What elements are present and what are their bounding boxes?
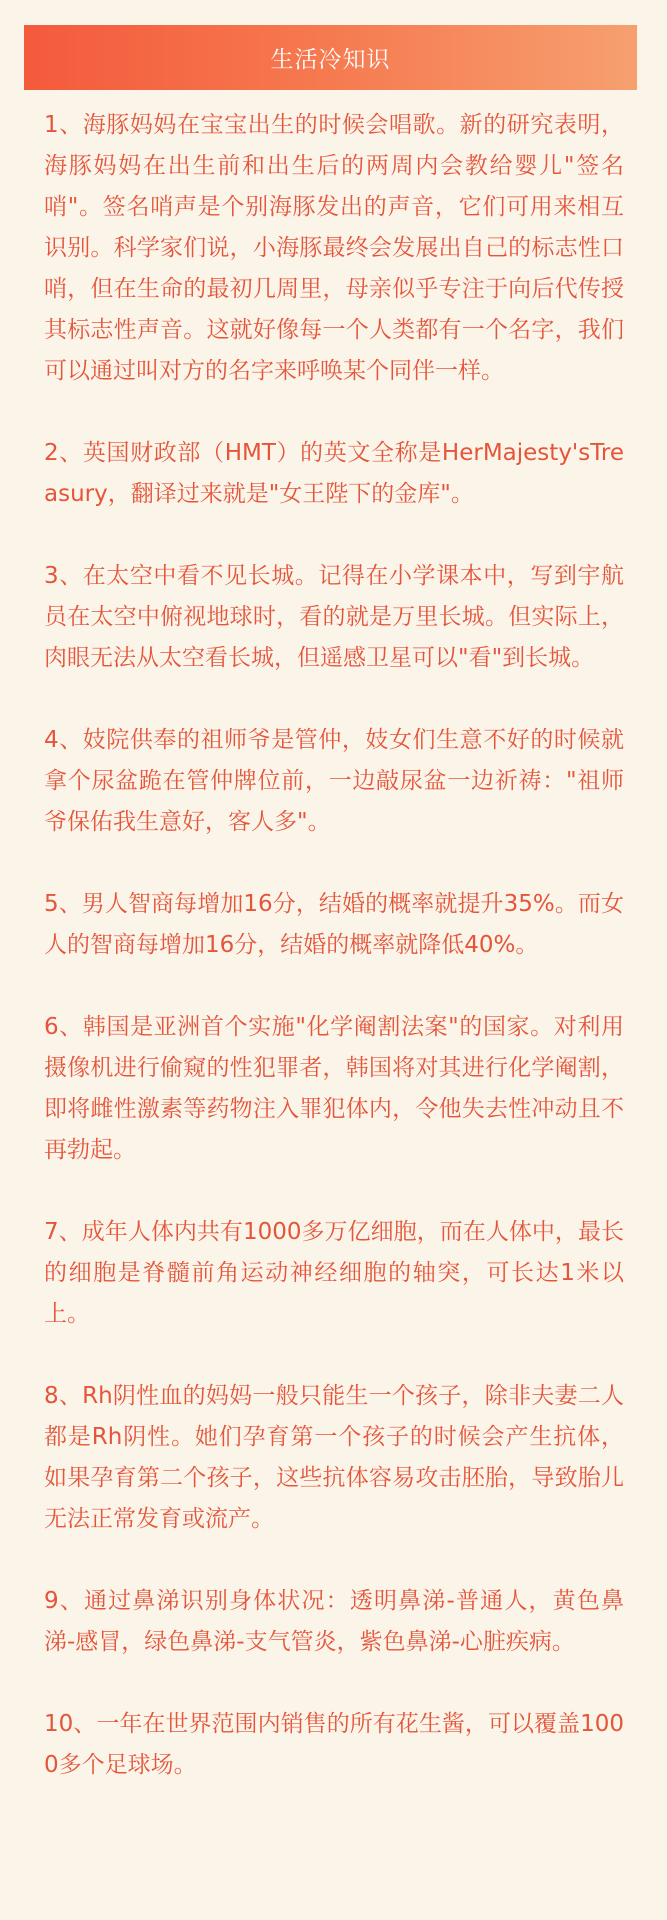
fact-item-1: 1、海豚妈妈在宝宝出生的时候会唱歌。新的研究表明，海豚妈妈在出生前和出生后的两周内会教给婴儿"签名哨"。签名哨声是个别海豚发出的声音，它们可用来相互识别。科学家们说，小海豚最终会发展出自己的标志性口哨，但在生命的最初几周里，母亲似乎专注于向后代传授其标志性声音。这就好像每一个人类都有一个名字，我们可以通过叫对方的名字来呼唤某个同伴一样。 [44,112,624,384]
fact-item-7: 7、成年人体内共有1000多万亿细胞，而在人体中，最长的细胞是脊髓前角运动神经细胞的轴突，可长达1米以上。 [44,1219,624,1327]
fact-item-9: 9、通过鼻涕识别身体状况：透明鼻涕-普通人，黄色鼻涕-感冒，绿色鼻涕-支气管炎，紫色鼻涕-心脏疾病。 [44,1588,624,1655]
fact-item-8: 8、Rh阴性血的妈妈一般只能生一个孩子，除非夫妻二人都是Rh阴性。她们孕育第一个孩子的时候会产生抗体，如果孕育第二个孩子，这些抗体容易攻击胚胎，导致胎儿无法正常发育或流产。 [44,1383,624,1532]
fact-item-3: 3、在太空中看不见长城。记得在小学课本中，写到宇航员在太空中俯视地球时，看的就是万里长城。但实际上，肉眼无法从太空看长城，但遥感卫星可以"看"到长城。 [44,563,624,671]
fact-item-4: 4、妓院供奉的祖师爷是管仲，妓女们生意不好的时候就拿个尿盆跪在管仲牌位前，一边敲尿盆一边祈祷："祖师爷保佑我生意好，客人多"。 [44,727,624,835]
title-banner [24,25,637,90]
fact-item-10: 10、一年在世界范围内销售的所有花生酱，可以覆盖1000多个足球场。 [44,1711,624,1778]
fact-item-5: 5、男人智商每增加16分，结婚的概率就提升35%。而女人的智商每增加16分，结婚的概率就降低40%。 [44,891,624,958]
facts-list [44,105,624,1786]
fact-item-6: 6、韩国是亚洲首个实施"化学阉割法案"的国家。对利用摄像机进行偷窥的性犯罪者，韩国将对其进行化学阉割，即将雌性激素等药物注入罪犯体内，令他失去性冲动且不再勃起。 [44,1014,624,1163]
fact-item-2: 2、英国财政部（HMT）的英文全称是HerMajesty'sTreasury，翻译过来就是"女王陛下的金库"。 [44,440,624,507]
page-title: 生活冷知识 [270,47,391,73]
